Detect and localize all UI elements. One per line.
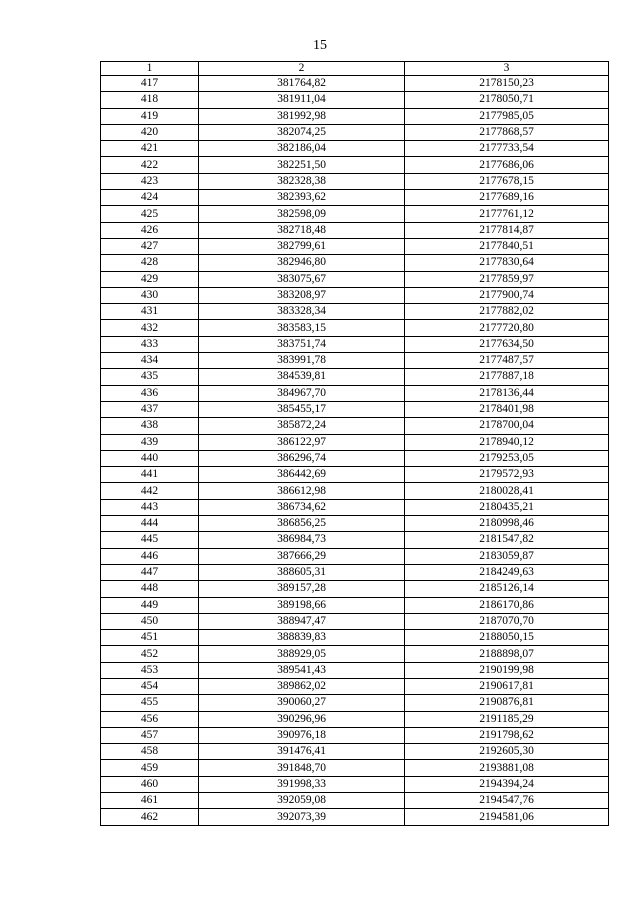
cell-y-coordinate: 2192605,30 bbox=[405, 744, 609, 760]
table-row bbox=[101, 418, 609, 434]
cell-y-coordinate: 2177814,87 bbox=[405, 222, 609, 238]
cell-y-coordinate: 2177859,97 bbox=[405, 271, 609, 287]
cell-y-coordinate: 2181547,82 bbox=[405, 532, 609, 548]
cell-point-number: 444 bbox=[101, 516, 199, 532]
cell-y-coordinate: 2177487,57 bbox=[405, 353, 609, 369]
cell-y-coordinate: 2177689,16 bbox=[405, 190, 609, 206]
cell-x-coordinate: 386984,73 bbox=[199, 532, 405, 548]
table-row bbox=[101, 141, 609, 157]
cell-y-coordinate: 2188050,15 bbox=[405, 630, 609, 646]
table-row bbox=[101, 157, 609, 173]
cell-y-coordinate: 2194581,06 bbox=[405, 809, 609, 825]
cell-x-coordinate: 382799,61 bbox=[199, 238, 405, 254]
cell-point-number: 435 bbox=[101, 369, 199, 385]
table-row bbox=[101, 320, 609, 336]
cell-point-number: 454 bbox=[101, 678, 199, 694]
table-row bbox=[101, 564, 609, 580]
table-row bbox=[101, 548, 609, 564]
cell-x-coordinate: 391476,41 bbox=[199, 744, 405, 760]
cell-y-coordinate: 2178940,12 bbox=[405, 434, 609, 450]
cell-x-coordinate: 388839,83 bbox=[199, 630, 405, 646]
cell-point-number: 429 bbox=[101, 271, 199, 287]
cell-x-coordinate: 386612,98 bbox=[199, 483, 405, 499]
cell-x-coordinate: 387666,29 bbox=[199, 548, 405, 564]
cell-y-coordinate: 2191185,29 bbox=[405, 711, 609, 727]
cell-x-coordinate: 384967,70 bbox=[199, 385, 405, 401]
cell-point-number: 446 bbox=[101, 548, 199, 564]
cell-point-number: 433 bbox=[101, 336, 199, 352]
header-row bbox=[101, 62, 609, 76]
cell-point-number: 450 bbox=[101, 613, 199, 629]
table-row bbox=[101, 401, 609, 417]
cell-x-coordinate: 388947,47 bbox=[199, 613, 405, 629]
cell-y-coordinate: 2186170,86 bbox=[405, 597, 609, 613]
table-row bbox=[101, 630, 609, 646]
column-header-point-number: 1 bbox=[101, 62, 199, 76]
cell-point-number: 440 bbox=[101, 450, 199, 466]
cell-y-coordinate: 2177678,15 bbox=[405, 173, 609, 189]
table-row bbox=[101, 809, 609, 825]
table-row bbox=[101, 760, 609, 776]
cell-y-coordinate: 2178150,23 bbox=[405, 76, 609, 92]
cell-x-coordinate: 391998,33 bbox=[199, 776, 405, 792]
cell-x-coordinate: 389541,43 bbox=[199, 662, 405, 678]
cell-y-coordinate: 2177720,80 bbox=[405, 320, 609, 336]
column-header-y-coordinate: 3 bbox=[405, 62, 609, 76]
cell-y-coordinate: 2190617,81 bbox=[405, 678, 609, 694]
cell-y-coordinate: 2194547,76 bbox=[405, 793, 609, 809]
cell-point-number: 428 bbox=[101, 255, 199, 271]
table-row bbox=[101, 385, 609, 401]
cell-point-number: 461 bbox=[101, 793, 199, 809]
cell-x-coordinate: 389157,28 bbox=[199, 581, 405, 597]
page-number: 15 bbox=[313, 38, 327, 53]
cell-x-coordinate: 386442,69 bbox=[199, 467, 405, 483]
cell-point-number: 448 bbox=[101, 581, 199, 597]
cell-point-number: 439 bbox=[101, 434, 199, 450]
table-row bbox=[101, 304, 609, 320]
cell-point-number: 453 bbox=[101, 662, 199, 678]
cell-x-coordinate: 383991,78 bbox=[199, 353, 405, 369]
table-row bbox=[101, 336, 609, 352]
cell-x-coordinate: 391848,70 bbox=[199, 760, 405, 776]
cell-x-coordinate: 386856,25 bbox=[199, 516, 405, 532]
cell-point-number: 430 bbox=[101, 287, 199, 303]
cell-x-coordinate: 388605,31 bbox=[199, 564, 405, 580]
table-row bbox=[101, 450, 609, 466]
table-row bbox=[101, 695, 609, 711]
cell-point-number: 417 bbox=[101, 76, 199, 92]
cell-x-coordinate: 382251,50 bbox=[199, 157, 405, 173]
table-row bbox=[101, 271, 609, 287]
cell-point-number: 421 bbox=[101, 141, 199, 157]
column-header-x-coordinate: 2 bbox=[199, 62, 405, 76]
table-row bbox=[101, 532, 609, 548]
cell-y-coordinate: 2193881,08 bbox=[405, 760, 609, 776]
cell-y-coordinate: 2177634,50 bbox=[405, 336, 609, 352]
cell-x-coordinate: 385872,24 bbox=[199, 418, 405, 434]
table-row bbox=[101, 613, 609, 629]
cell-point-number: 459 bbox=[101, 760, 199, 776]
cell-x-coordinate: 389198,66 bbox=[199, 597, 405, 613]
cell-x-coordinate: 382328,38 bbox=[199, 173, 405, 189]
cell-y-coordinate: 2178136,44 bbox=[405, 385, 609, 401]
cell-y-coordinate: 2180435,21 bbox=[405, 499, 609, 515]
table-row bbox=[101, 646, 609, 662]
cell-x-coordinate: 390976,18 bbox=[199, 727, 405, 743]
table-row bbox=[101, 206, 609, 222]
table-row bbox=[101, 581, 609, 597]
cell-y-coordinate: 2191798,62 bbox=[405, 727, 609, 743]
cell-x-coordinate: 384539,81 bbox=[199, 369, 405, 385]
table-row bbox=[101, 353, 609, 369]
cell-x-coordinate: 385455,17 bbox=[199, 401, 405, 417]
cell-y-coordinate: 2177761,12 bbox=[405, 206, 609, 222]
table-row bbox=[101, 173, 609, 189]
cell-point-number: 422 bbox=[101, 157, 199, 173]
cell-x-coordinate: 381911,04 bbox=[199, 92, 405, 108]
cell-point-number: 434 bbox=[101, 353, 199, 369]
table-row bbox=[101, 222, 609, 238]
cell-y-coordinate: 2177686,06 bbox=[405, 157, 609, 173]
table-row bbox=[101, 711, 609, 727]
cell-x-coordinate: 383751,74 bbox=[199, 336, 405, 352]
cell-y-coordinate: 2183059,87 bbox=[405, 548, 609, 564]
table-row bbox=[101, 124, 609, 140]
cell-point-number: 432 bbox=[101, 320, 199, 336]
cell-x-coordinate: 389862,02 bbox=[199, 678, 405, 694]
table-row bbox=[101, 369, 609, 385]
table-row bbox=[101, 793, 609, 809]
cell-x-coordinate: 386122,97 bbox=[199, 434, 405, 450]
cell-x-coordinate: 381764,82 bbox=[199, 76, 405, 92]
cell-x-coordinate: 392073,39 bbox=[199, 809, 405, 825]
table-row bbox=[101, 287, 609, 303]
cell-x-coordinate: 383328,34 bbox=[199, 304, 405, 320]
table-row bbox=[101, 744, 609, 760]
cell-point-number: 425 bbox=[101, 206, 199, 222]
cell-point-number: 423 bbox=[101, 173, 199, 189]
cell-point-number: 418 bbox=[101, 92, 199, 108]
cell-y-coordinate: 2194394,24 bbox=[405, 776, 609, 792]
table-row bbox=[101, 434, 609, 450]
cell-y-coordinate: 2185126,14 bbox=[405, 581, 609, 597]
table-row bbox=[101, 516, 609, 532]
table-row bbox=[101, 483, 609, 499]
cell-x-coordinate: 382393,62 bbox=[199, 190, 405, 206]
cell-y-coordinate: 2184249,63 bbox=[405, 564, 609, 580]
cell-y-coordinate: 2177900,74 bbox=[405, 287, 609, 303]
cell-point-number: 437 bbox=[101, 401, 199, 417]
cell-x-coordinate: 392059,08 bbox=[199, 793, 405, 809]
cell-point-number: 451 bbox=[101, 630, 199, 646]
cell-y-coordinate: 2188898,07 bbox=[405, 646, 609, 662]
cell-point-number: 420 bbox=[101, 124, 199, 140]
cell-point-number: 452 bbox=[101, 646, 199, 662]
cell-x-coordinate: 386734,62 bbox=[199, 499, 405, 515]
cell-point-number: 447 bbox=[101, 564, 199, 580]
cell-y-coordinate: 2177840,51 bbox=[405, 238, 609, 254]
cell-x-coordinate: 390060,27 bbox=[199, 695, 405, 711]
cell-point-number: 438 bbox=[101, 418, 199, 434]
table-row bbox=[101, 499, 609, 515]
table-body bbox=[101, 76, 609, 826]
cell-x-coordinate: 386296,74 bbox=[199, 450, 405, 466]
cell-x-coordinate: 383075,67 bbox=[199, 271, 405, 287]
cell-y-coordinate: 2190876,81 bbox=[405, 695, 609, 711]
cell-y-coordinate: 2178050,71 bbox=[405, 92, 609, 108]
cell-y-coordinate: 2179253,05 bbox=[405, 450, 609, 466]
cell-x-coordinate: 382718,48 bbox=[199, 222, 405, 238]
cell-point-number: 449 bbox=[101, 597, 199, 613]
table-row bbox=[101, 92, 609, 108]
coordinates-table bbox=[100, 61, 609, 826]
cell-point-number: 427 bbox=[101, 238, 199, 254]
cell-point-number: 456 bbox=[101, 711, 199, 727]
cell-x-coordinate: 383208,97 bbox=[199, 287, 405, 303]
cell-y-coordinate: 2177985,05 bbox=[405, 108, 609, 124]
cell-y-coordinate: 2180998,46 bbox=[405, 516, 609, 532]
table-row bbox=[101, 597, 609, 613]
cell-y-coordinate: 2179572,93 bbox=[405, 467, 609, 483]
cell-y-coordinate: 2177830,64 bbox=[405, 255, 609, 271]
cell-point-number: 436 bbox=[101, 385, 199, 401]
cell-x-coordinate: 382946,80 bbox=[199, 255, 405, 271]
cell-y-coordinate: 2178700,04 bbox=[405, 418, 609, 434]
cell-point-number: 426 bbox=[101, 222, 199, 238]
cell-point-number: 462 bbox=[101, 809, 199, 825]
cell-y-coordinate: 2190199,98 bbox=[405, 662, 609, 678]
cell-point-number: 443 bbox=[101, 499, 199, 515]
table-row bbox=[101, 727, 609, 743]
cell-y-coordinate: 2180028,41 bbox=[405, 483, 609, 499]
cell-point-number: 445 bbox=[101, 532, 199, 548]
cell-point-number: 441 bbox=[101, 467, 199, 483]
cell-point-number: 455 bbox=[101, 695, 199, 711]
cell-x-coordinate: 382186,04 bbox=[199, 141, 405, 157]
cell-point-number: 431 bbox=[101, 304, 199, 320]
cell-x-coordinate: 382074,25 bbox=[199, 124, 405, 140]
cell-point-number: 460 bbox=[101, 776, 199, 792]
cell-x-coordinate: 381992,98 bbox=[199, 108, 405, 124]
table-row bbox=[101, 678, 609, 694]
cell-y-coordinate: 2177887,18 bbox=[405, 369, 609, 385]
table-row bbox=[101, 776, 609, 792]
table-row bbox=[101, 238, 609, 254]
cell-y-coordinate: 2177868,57 bbox=[405, 124, 609, 140]
cell-point-number: 442 bbox=[101, 483, 199, 499]
cell-point-number: 419 bbox=[101, 108, 199, 124]
table-row bbox=[101, 76, 609, 92]
cell-y-coordinate: 2177733,54 bbox=[405, 141, 609, 157]
cell-point-number: 457 bbox=[101, 727, 199, 743]
cell-y-coordinate: 2178401,98 bbox=[405, 401, 609, 417]
table-row bbox=[101, 662, 609, 678]
cell-y-coordinate: 2177882,02 bbox=[405, 304, 609, 320]
table-row bbox=[101, 108, 609, 124]
cell-x-coordinate: 382598,09 bbox=[199, 206, 405, 222]
cell-x-coordinate: 383583,15 bbox=[199, 320, 405, 336]
cell-x-coordinate: 388929,05 bbox=[199, 646, 405, 662]
table-row bbox=[101, 255, 609, 271]
cell-point-number: 424 bbox=[101, 190, 199, 206]
cell-point-number: 458 bbox=[101, 744, 199, 760]
table-row bbox=[101, 190, 609, 206]
table-row bbox=[101, 467, 609, 483]
cell-y-coordinate: 2187070,70 bbox=[405, 613, 609, 629]
cell-x-coordinate: 390296,96 bbox=[199, 711, 405, 727]
table-header bbox=[101, 62, 609, 76]
